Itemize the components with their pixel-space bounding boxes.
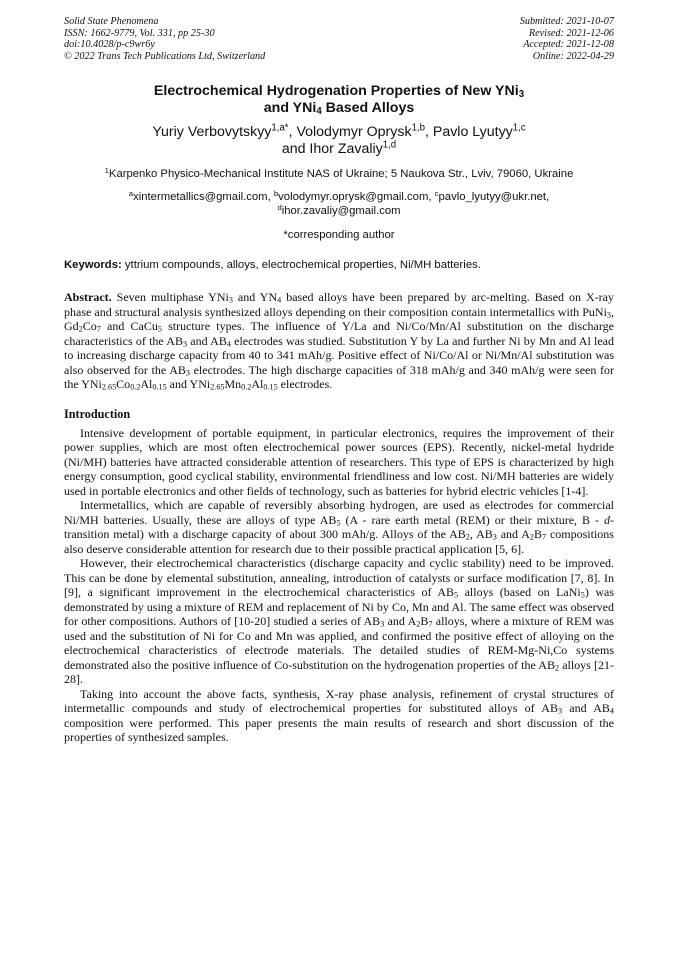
author-affiliation-mark: 1,c [512, 123, 526, 135]
abstract-text: Mn [224, 377, 242, 392]
author-name: , Volodymyr Oprysk [288, 124, 412, 141]
keywords-label: Keywords: [64, 259, 122, 272]
email-link[interactable]: ihor.zavaliy@gmail.com [281, 205, 401, 218]
abstract-text: Al [140, 377, 153, 392]
abstract-sub: 4 [277, 296, 282, 305]
doi: doi:10.4028/p-c9wr6y [64, 39, 155, 51]
intro-paragraph-2 [64, 498, 614, 556]
abstract-sub: 0.15 [152, 383, 167, 392]
paragraph-sub: 7 [542, 533, 547, 542]
paragraph-text: composition were performed. This paper presents the main results of research and short discussion of the properties of synthesized samples. [64, 715, 614, 745]
intro-paragraph-4 [64, 687, 614, 745]
abstract-text: based alloys have been prepared by arc-melting. Based on X-ray phase and structural analysis synthesized alloys depending on their composition contain intermetallics with PuNi [64, 290, 614, 319]
paragraph-sub: 3 [557, 707, 563, 716]
abstract-text: structure types. The influence of Y/La and Ni/Co/Mn/Al substitution on the discharge characteristics of the AB [64, 319, 614, 348]
abstract-sub: 0.15 [263, 383, 278, 392]
abstract-text: electrodes. The high discharge capacities of 318 mAh/g and 340 mAh/g were seen for the YNi [64, 362, 614, 392]
abstract-sub: 3 [228, 296, 233, 305]
title-part: and YNi [263, 100, 317, 117]
paragraph-sub: 3 [492, 533, 497, 542]
email-mark: b [273, 189, 279, 199]
author-emails [64, 190, 614, 218]
author-list [64, 124, 614, 158]
paragraph-text: -transition metal) with a discharge capacity of about 300 mAh/g. Alloys of the AB [64, 512, 614, 542]
paragraph-text: and A [496, 527, 530, 542]
email-mark: d [277, 203, 282, 213]
paragraph-sub: 4 [609, 707, 614, 716]
author-affiliation-mark: 1,b [411, 123, 425, 135]
journal-info [64, 16, 265, 62]
intro-paragraph-3 [64, 556, 614, 687]
revised-date: Revised: 2021-12-06 [528, 27, 614, 39]
abstract-label: Abstract. [64, 290, 112, 305]
paragraph-text: alloys (based on LaNi [458, 585, 581, 600]
abstract-text: Co [82, 319, 97, 334]
author-affiliation-mark: 1,d [382, 140, 397, 152]
abstract-text: electrodes was studied. Substitution Y by La and further Ni by Mn and Al lead to increasing discharge capacity from 40 to 341 mAh/g. Positive effect of Ni/Co/Al or Ni/Mn/Al substitution was also observed for the AB [64, 333, 614, 377]
paragraph-text: B [534, 527, 543, 542]
section-heading-introduction: Introduction [64, 406, 131, 421]
abstract-text: electrodes. [277, 377, 333, 392]
abstract-sub: 5 [157, 325, 162, 334]
accepted-date: Accepted: 2021-12-08 [523, 39, 614, 51]
abstract [64, 290, 614, 392]
keywords [64, 258, 614, 272]
abstract-text: , Gd [64, 304, 614, 334]
publication-header [64, 16, 614, 62]
abstract-sub: 3 [606, 310, 611, 320]
abstract-text: Co [116, 377, 131, 392]
intro-paragraph-1: Intensive development of portable equipment, in particular electronics, requires the improvement of their power supplies, which are most often electrochemical power sources (EPS). Recently, nickel-metal hydride (Ni/MH) batteries have attracted considerable attention of researchers. This type of EPS is characterized by high energy consumption, good cyclical stability, environmental friendliness and low cost. Ni/MH batteries are widely used in portable electronics and other fields of technology, such as batteries for hybrid electric vehicles [1-4]. [64, 425, 614, 498]
title-sub: 4 [316, 106, 322, 118]
dates-info [520, 16, 614, 62]
email-link[interactable]: pavlo_lyutyy@ukr.net, [438, 191, 550, 204]
paragraph-sub: 3 [380, 620, 385, 629]
corresponding-author-note: *corresponding author [283, 229, 395, 242]
abstract-sub: 4 [226, 339, 231, 349]
title-part: Electrochemical Hydrogenation Properties of New YNi [153, 83, 519, 100]
abstract-text: and YNi [166, 377, 211, 392]
paragraph-text: compositions also deserve considerable attention for research due to their possible practical application [5, 6]. [64, 527, 614, 556]
abstract-sub: 3 [182, 339, 188, 349]
email-mark: c [434, 189, 439, 199]
paragraph-text: , AB [469, 527, 493, 542]
paragraph-text: and AB [562, 701, 610, 716]
paper-title [64, 83, 614, 117]
abstract-sub: 2.65 [101, 383, 117, 392]
abstract-text: and AB [187, 333, 227, 348]
affiliation-mark: 1 [104, 166, 109, 176]
abstract-text: Seven multiphase YNi [111, 290, 229, 305]
paragraph-text: alloys [21-28]. [64, 657, 615, 687]
abstract-text: Al [251, 377, 264, 392]
abstract-text: and CaCu [100, 319, 158, 334]
copyright: © 2022 Trans Tech Publications Ltd, Switzerland [64, 50, 266, 62]
paragraph-text: alloys, where a mixture of REM was used and the substitution of Ni for Co and Mn was applied, and confirmed the positive effect of alloying on the electrochemical characteristics of electrode materials. The detailed studies of REM-Mg-Ni,Co systems demonstrated also the positive influence of Co-substitution on the hydrogenation properties of the AB [64, 614, 614, 672]
author-name: Yuriy Verbovytskyy [152, 124, 272, 141]
abstract-sub: 2.65 [210, 383, 225, 392]
paragraph-sub: 5 [336, 518, 341, 528]
paragraph-text: However, their electrochemical characteristics (discharge capacity and cyclic stability) need to be improved. This can be done by elemental substitution, annealing, introduction of catalysts or surface modification [7, 8]. In [9], a significant improvement in the electrochemical characteristics of AB [64, 556, 614, 600]
paragraph-text: Intermetallics, which are capable of reversibly absorbing hydrogen, are used as electrodes for commercial Ni/MH batteries. Usually, these are alloys of type AB [64, 498, 614, 527]
paragraph-sub: 2 [554, 663, 560, 673]
submitted-date: Submitted: 2021-10-07 [519, 16, 614, 27]
paragraph-text: and A [384, 614, 417, 629]
abstract-sub: 0.2 [241, 383, 252, 392]
title-part: Based Alloys [321, 100, 415, 117]
paragraph-sub: 2 [529, 533, 534, 542]
paragraph-sub: 5 [454, 591, 459, 600]
journal-name: Solid State Phenomena [64, 16, 159, 27]
issn: ISSN: 1662-9779, Vol. 331, pp 25-30 [64, 27, 215, 39]
keywords-text: yttrium compounds, alloys, electrochemical properties, Ni/MH batteries. [121, 259, 481, 272]
author-name: , Pavlo Lyutyy [424, 124, 513, 141]
abstract-text: and YN [232, 290, 278, 305]
paragraph-sub: 2 [465, 533, 470, 542]
paragraph-text: ) was demonstrated by using a mixture of REM and replacement of Ni by Co, Mn and Al. The same effect was observed for other compositions. Authors of [10-20] studied a series of AB [64, 585, 614, 629]
email-link[interactable]: volodymyr.oprysk@gmail.com, [278, 191, 435, 204]
author-affiliation-mark: 1,a* [271, 123, 289, 135]
paragraph-text: Taking into account the above facts, synthesis, X-ray phase analysis, refinement of crystal structures of intermetallic compounds and study of electrochemical properties for substituted alloys of AB [64, 686, 614, 716]
paragraph-italic: d [604, 512, 610, 527]
abstract-sub: 3 [185, 368, 190, 378]
abstract-sub: 2 [78, 325, 83, 334]
paragraph-text: B [420, 614, 429, 629]
affiliation [64, 167, 614, 181]
affiliation-text: Karpenko Physico-Mechanical Institute NAS of Ukraine; 5 Naukova Str., Lviv, 79060, Ukraine [108, 168, 574, 181]
online-date: Online: 2022-04-29 [532, 50, 614, 62]
email-mark: a [128, 189, 134, 199]
paragraph-sub: 2 [416, 620, 421, 629]
email-link[interactable]: xintermetallics@gmail.com, [133, 191, 274, 204]
abstract-sub: 0.2 [130, 383, 141, 392]
title-sub: 3 [518, 89, 525, 101]
paragraph-sub: 7 [428, 620, 433, 629]
author-name: and Ihor Zavaliy [281, 141, 383, 158]
abstract-sub: 7 [96, 325, 101, 334]
paragraph-sub: 5 [580, 591, 585, 600]
paragraph-text: (A - rare earth metal (REM) or their mixture, B - [340, 512, 604, 527]
